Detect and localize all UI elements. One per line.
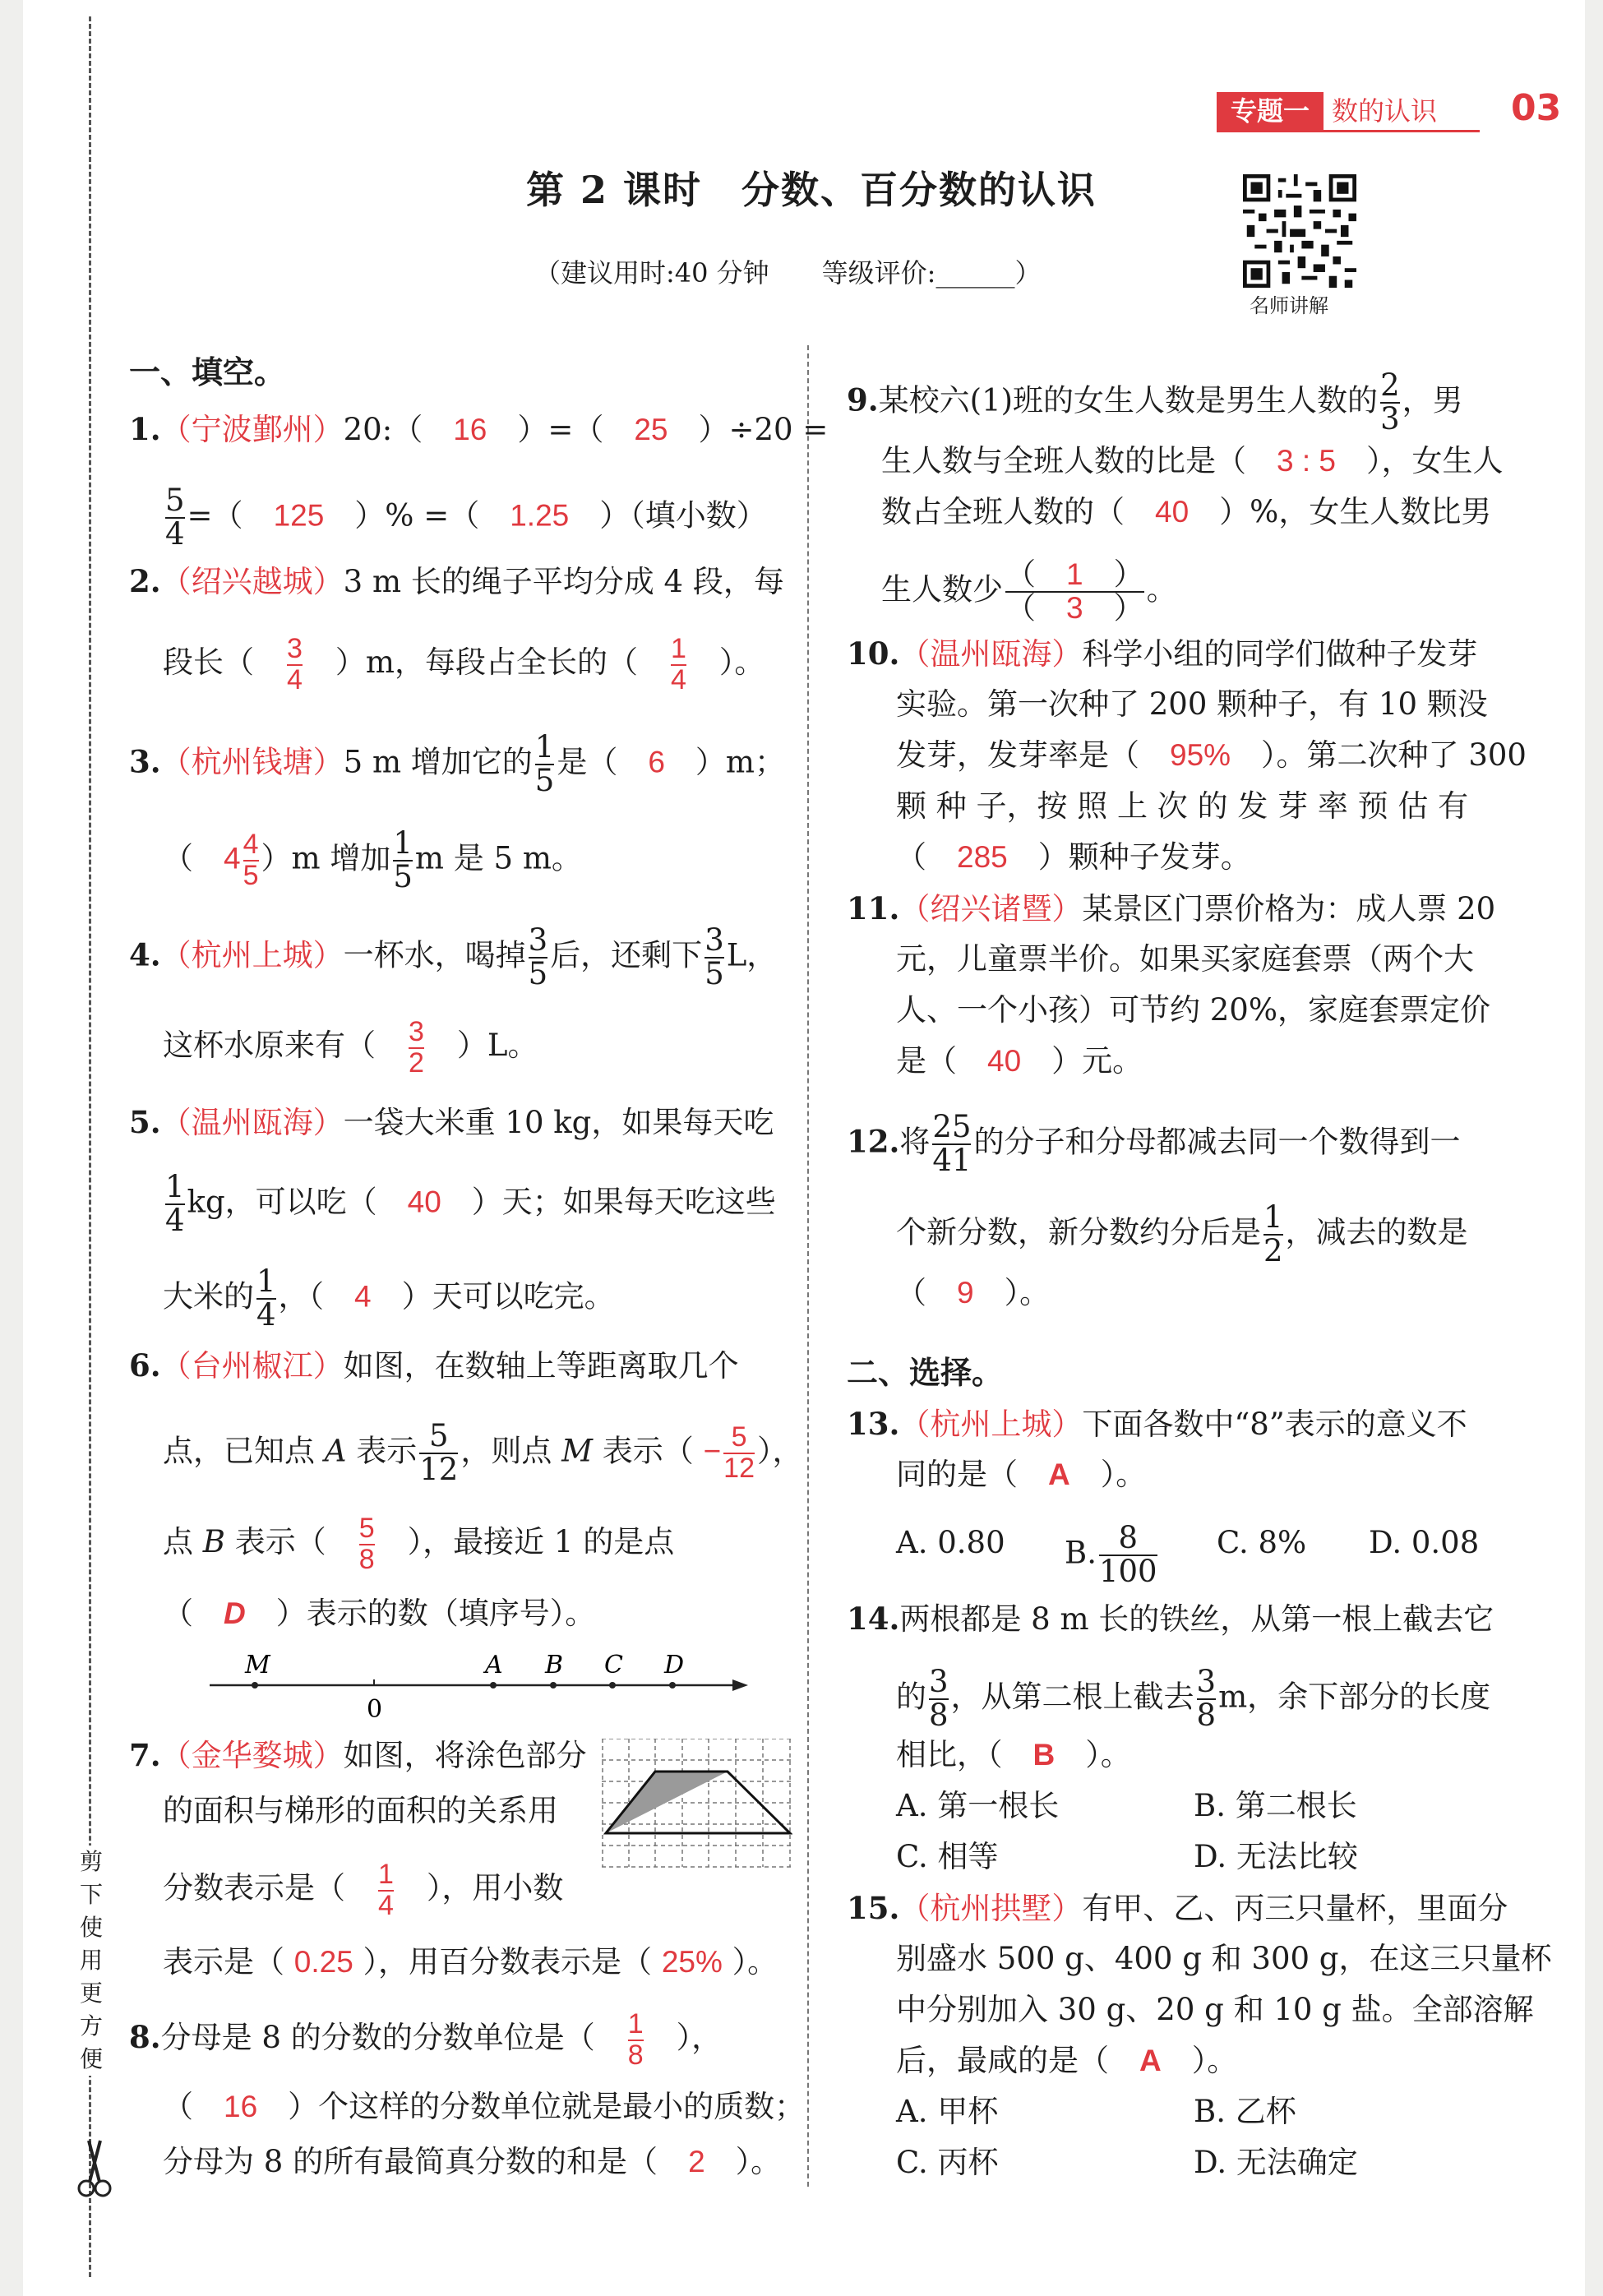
question-6-line-2: 点，已知点 A 表示 $\frac{5}{12}$ ，则点 M 表示（ − $\frac{5}{12}$ ）， xyxy=(163,1418,803,1487)
fraction: $\frac{5}{12}$ xyxy=(419,1418,459,1487)
option-a[interactable]: A. 甲杯 xyxy=(896,2094,999,2129)
option-d[interactable]: D. 0.08 xyxy=(1369,1525,1480,1560)
header-rule xyxy=(1217,130,1480,132)
question-number: 6. xyxy=(129,1347,161,1384)
page-number: 03 xyxy=(1511,87,1562,129)
question-source: （杭州钱塘） xyxy=(160,744,344,780)
answer: 40 xyxy=(987,1044,1022,1078)
question-15-line-3: 中分别加入 30 g、20 g 和 10 g 盐。全部溶解 xyxy=(896,1992,1534,2027)
answer-fraction: $\frac{3}{2}$ xyxy=(409,1016,424,1079)
question-number: 11. xyxy=(847,890,900,926)
question-source: （杭州上城） xyxy=(160,937,344,973)
question-3-line-2: （ 4 $\frac{4}{5}$ ）m 增加 $\frac{1}{5}$ m 是 5 m。 xyxy=(163,825,582,894)
fraction: $\frac{1}{4}$ xyxy=(165,1169,185,1238)
answer-fraction: $\frac{4}{5}$ xyxy=(243,829,259,891)
fraction: $\frac{3}{8}$ xyxy=(929,1664,949,1733)
question-6-line-1 xyxy=(129,1345,739,1387)
question-11-line-2: 元，儿童票半价。如果买家庭套票（两个大 xyxy=(896,941,1474,977)
option-b[interactable]: B. $\frac{8}{100}$ xyxy=(1065,1520,1157,1589)
answer-sign: − xyxy=(703,1434,722,1468)
question-7-line-1: 7.（金华婺城）如图，将涂色部分 xyxy=(129,1737,587,1773)
question-source: （绍兴越城） xyxy=(160,564,344,599)
answer: 40 xyxy=(407,1185,441,1219)
cut-hint xyxy=(79,1846,104,2076)
answer: 9 xyxy=(957,1276,974,1310)
fraction: $\frac{1}{5}$ xyxy=(393,825,413,894)
answer: 4 xyxy=(354,1279,372,1314)
question-source: （温州瓯海） xyxy=(160,1105,344,1140)
answer: 285 xyxy=(957,840,1008,874)
question-number: 3. xyxy=(129,743,161,780)
question-number: 9. xyxy=(847,381,879,418)
fraction: $\frac{1}{2}$ xyxy=(1263,1199,1283,1268)
fraction: $\frac{1}{5}$ xyxy=(534,729,555,798)
question-source: （金华婺城） xyxy=(160,1738,344,1773)
fraction: $\frac{5}{4}$ xyxy=(165,483,185,552)
question-13-line-2: 同的是（ A ）。 xyxy=(896,1457,1147,1492)
answer: A xyxy=(1139,2044,1162,2077)
question-5-line-2: $\frac{1}{4}$ kg，可以吃（ 40 ）天；如果每天吃这些 xyxy=(165,1169,776,1238)
point-label-m: M xyxy=(245,1651,270,1679)
question-10-line-3: 发芽，发芽率是（ 95% ）。第二次种了 300 xyxy=(896,737,1527,773)
question-8-line-2: （ 16 ）个这样的分数单位就是最小的质数； xyxy=(163,2089,806,2124)
question-11-line-3: 人、一个小孩）可节约 20%，家庭套票定价 xyxy=(896,992,1490,1028)
answer: 4 xyxy=(224,841,241,875)
point-label-d: D xyxy=(664,1651,685,1679)
question-number: 15. xyxy=(847,1890,900,1926)
option-a[interactable]: A. 0.80 xyxy=(896,1525,1005,1560)
question-6-line-3: 点 B 表示（ $\frac{5}{8}$ ），最接近 1 的是点 xyxy=(163,1513,675,1575)
answer: 16 xyxy=(224,2090,258,2123)
answer-fraction: $\frac{1}{4}$ xyxy=(378,1859,394,1921)
answer-fraction: $\frac{5}{8}$ xyxy=(358,1513,375,1575)
question-2-line-2: 段长（ $\frac{3}{4}$ ）m，每段占全长的（ $\frac{1}{4}$ ）。 xyxy=(163,633,765,695)
topic-tag: 专题一 xyxy=(1217,92,1324,130)
page-title: 第 2 课时 分数、百分数的认识 xyxy=(526,168,1097,212)
question-15-line-4: 后，最咸的是（ A ）。 xyxy=(896,2043,1238,2078)
question-1-line-1: 1.（宁波鄞州）20:（ 16 ）=（ 25 ）÷20 = xyxy=(129,411,829,447)
cut-char: 用 xyxy=(79,1947,103,1974)
section-heading-fill: 一、填空。 xyxy=(129,354,286,390)
option-d[interactable]: D. 无法确定 xyxy=(1194,2145,1358,2180)
question-13-line-1 xyxy=(847,1403,1467,1445)
cut-char: 更 xyxy=(79,1980,103,2007)
question-number: 8. xyxy=(129,2019,161,2056)
scissors-icon xyxy=(76,2137,113,2203)
question-number: 2. xyxy=(129,563,161,599)
question-12-line-3: （ 9 ）。 xyxy=(896,1275,1051,1310)
question-number: 13. xyxy=(847,1406,900,1442)
answer: 0.25 xyxy=(293,1945,353,1979)
question-2-line-1 xyxy=(129,561,784,603)
question-15-line-2: 别盛水 500 g、400 g 和 300 g，在这三只量杯 xyxy=(896,1941,1552,1976)
question-8-line-3: 分母为 8 的所有最简真分数的和是（ 2 ）。 xyxy=(163,2144,782,2179)
question-6-line-4: （ D ）表示的数（填序号）。 xyxy=(163,1596,596,1631)
question-number: 7. xyxy=(129,1737,161,1773)
question-source: （台州椒江） xyxy=(160,1348,344,1384)
answer: 16 xyxy=(453,413,487,446)
number-line xyxy=(210,1648,752,1722)
fraction: $\frac{3}{8}$ xyxy=(1196,1664,1217,1733)
question-9-line-4: 生人数少 $\frac{( 1 )}{( 3 )}$ 。 xyxy=(881,557,1177,626)
cut-char: 剪 xyxy=(79,1848,103,1875)
question-12-line-1: 12.将 $\frac{25}{41}$ 的分子和分母都减去同一个数得到一 xyxy=(847,1109,1461,1178)
cut-char: 下 xyxy=(79,1881,103,1908)
question-number: 1. xyxy=(129,411,161,447)
question-text: 3 m 长的绳子平均分成 4 段，每 xyxy=(343,564,784,599)
question-text: 某景区门票价格为：成人票 20 xyxy=(1082,891,1496,926)
question-text: 一袋大米重 10 kg，如果每天吃 xyxy=(343,1105,774,1140)
question-11-line-1 xyxy=(847,888,1495,930)
fraction: $\frac{8}{100}$ xyxy=(1098,1520,1157,1589)
answer: D xyxy=(224,1596,246,1630)
question-source: （杭州拱墅） xyxy=(899,1891,1083,1926)
answer-fraction: $\frac{3}{4}$ xyxy=(287,633,303,695)
question-text: 科学小组的同学们做种子发芽 xyxy=(1082,636,1478,672)
question-4-line-1: 4.（杭州上城）一杯水，喝掉 $\frac{3}{5}$ 后，还剩下 $\frac{3}{5}$ L， xyxy=(129,922,778,991)
fraction-answer-box: $\frac{( 1 )}{( 3 )}$ xyxy=(1005,557,1144,626)
fraction: $\frac{3}{5}$ xyxy=(528,922,548,991)
question-source: （杭州上城） xyxy=(899,1407,1083,1442)
answer: 6 xyxy=(648,745,665,779)
question-10-line-2: 实验。第一次种了 200 颗种子，有 10 颗没 xyxy=(896,686,1488,722)
question-text: 下面各数中“8”表示的意义不 xyxy=(1082,1407,1467,1442)
topic-subtitle: 数的认识 xyxy=(1332,95,1438,127)
question-5-line-3: 大米的 $\frac{1}{4}$ ，（ 4 ）天可以吃完。 xyxy=(163,1263,615,1333)
cut-char: 使 xyxy=(79,1914,103,1941)
point-label-c: C xyxy=(604,1651,623,1679)
question-source: （宁波鄞州） xyxy=(160,412,344,447)
question-11-line-4: 是（ 40 ）元。 xyxy=(896,1043,1143,1079)
page-subtitle: （建议用时:40 分钟 等级评价:______） xyxy=(534,257,1042,289)
option-b[interactable]: B. 乙杯 xyxy=(1194,2094,1296,2129)
trapezoid-grid-figure xyxy=(602,1739,792,1869)
question-7-line-2: 的面积与梯形的面积的关系用 xyxy=(163,1793,558,1828)
option-c[interactable]: C. 相等 xyxy=(896,1839,999,1874)
question-14-line-2: 的 $\frac{3}{8}$ ，从第二根上截去 $\frac{3}{8}$ m，余下部分的长度 xyxy=(896,1664,1491,1733)
answer: A xyxy=(1048,1458,1070,1491)
question-text: 如图，在数轴上等距离取几个 xyxy=(343,1348,739,1384)
question-9-line-1: 9.某校六(1)班的女生人数是男生人数的 $\frac{2}{3}$ ，男 xyxy=(847,367,1463,437)
answer-fraction: $\frac{1}{4}$ xyxy=(671,633,686,695)
answer: 125 xyxy=(273,498,325,533)
qr-code-icon[interactable] xyxy=(1243,174,1356,288)
question-7-line-4: 表示是（ 0.25 ），用百分数表示是（ 25% ）。 xyxy=(163,1944,778,1980)
question-15-line-1 xyxy=(847,1887,1508,1929)
point-label-b: B xyxy=(545,1651,564,1679)
question-7-line-3: 分数表示是（ $\frac{1}{4}$ ），用小数 xyxy=(163,1859,564,1921)
question-number: 10. xyxy=(847,635,900,672)
answer: 40 xyxy=(1155,495,1190,529)
cut-char: 便 xyxy=(79,2045,103,2072)
question-text: 有甲、乙、丙三只量杯，里面分 xyxy=(1082,1891,1508,1926)
answer: 2 xyxy=(688,2145,705,2178)
question-5-line-1 xyxy=(129,1102,774,1143)
option-b[interactable]: B. 第二根长 xyxy=(1194,1788,1357,1823)
answer: 25 xyxy=(634,413,668,446)
fraction: $\frac{1}{4}$ xyxy=(256,1263,276,1333)
qr-caption: 名师讲解 xyxy=(1250,294,1328,317)
answer-fraction: $\frac{1}{8}$ xyxy=(627,2008,644,2071)
question-14-line-1: 14.两根都是 8 m 长的铁丝，从第一根上截去它 xyxy=(847,1601,1494,1637)
question-10-line-5: （ 285 ）颗种子发芽。 xyxy=(896,839,1251,875)
answer: 1.25 xyxy=(510,498,570,533)
question-1-line-2: $\frac{5}{4}$ =（ 125 ）% =（ 1.25 ）（填小数） xyxy=(165,483,767,552)
answer: 25% xyxy=(661,1945,723,1979)
answer: B xyxy=(1032,1738,1056,1772)
question-source: （绍兴诸暨） xyxy=(899,891,1083,926)
option-c[interactable]: C. 8% xyxy=(1217,1525,1307,1560)
answer: 3 : 5 xyxy=(1277,444,1336,478)
question-10-line-1 xyxy=(847,633,1477,675)
fraction: $\frac{25}{41}$ xyxy=(932,1109,972,1178)
zero-label: 0 xyxy=(367,1695,383,1722)
point-label-a: A xyxy=(485,1651,503,1679)
question-3-line-1: 3.（杭州钱塘）5 m 增加它的 $\frac{1}{5}$ 是（ 6 ）m； xyxy=(129,729,786,798)
answer-fraction: $\frac{5}{12}$ xyxy=(723,1421,755,1484)
option-d[interactable]: D. 无法比较 xyxy=(1194,1839,1358,1874)
question-4-line-2: 这杯水原来有（ $\frac{3}{2}$ ）L。 xyxy=(163,1016,538,1079)
question-number: 14. xyxy=(847,1601,900,1637)
question-number: 4. xyxy=(129,936,161,973)
column-divider xyxy=(807,345,809,2187)
cut-char: 方 xyxy=(79,2012,103,2040)
question-9-line-3: 数占全班人数的（ 40 ）%，女生人数比男 xyxy=(881,494,1492,529)
fraction: $\frac{2}{3}$ xyxy=(1380,367,1400,437)
question-source: （温州瓯海） xyxy=(899,636,1083,672)
question-12-line-2: 个新分数，新分数约分后是 $\frac{1}{2}$ ，减去的数是 xyxy=(896,1199,1468,1268)
option-a[interactable]: A. 第一根长 xyxy=(896,1788,1060,1823)
answer: 95% xyxy=(1170,738,1231,772)
question-number: 5. xyxy=(129,1104,161,1140)
question-9-line-2: 生人数与全班人数的比是（ 3 : 5 ），女生人 xyxy=(881,443,1504,478)
section-heading-choice: 二、选择。 xyxy=(847,1355,1004,1391)
question-10-line-4: 颗 种 子，按 照 上 次 的 发 芽 率 预 估 有 xyxy=(896,788,1469,824)
option-c[interactable]: C. 丙杯 xyxy=(896,2145,999,2180)
question-8-line-1: 8.分母是 8 的分数的分数单位是（ $\frac{1}{8}$ ）， xyxy=(129,2008,723,2071)
question-number: 12. xyxy=(847,1123,900,1160)
fraction: $\frac{3}{5}$ xyxy=(704,922,724,991)
question-14-line-3: 相比，（ B ）。 xyxy=(896,1737,1131,1772)
